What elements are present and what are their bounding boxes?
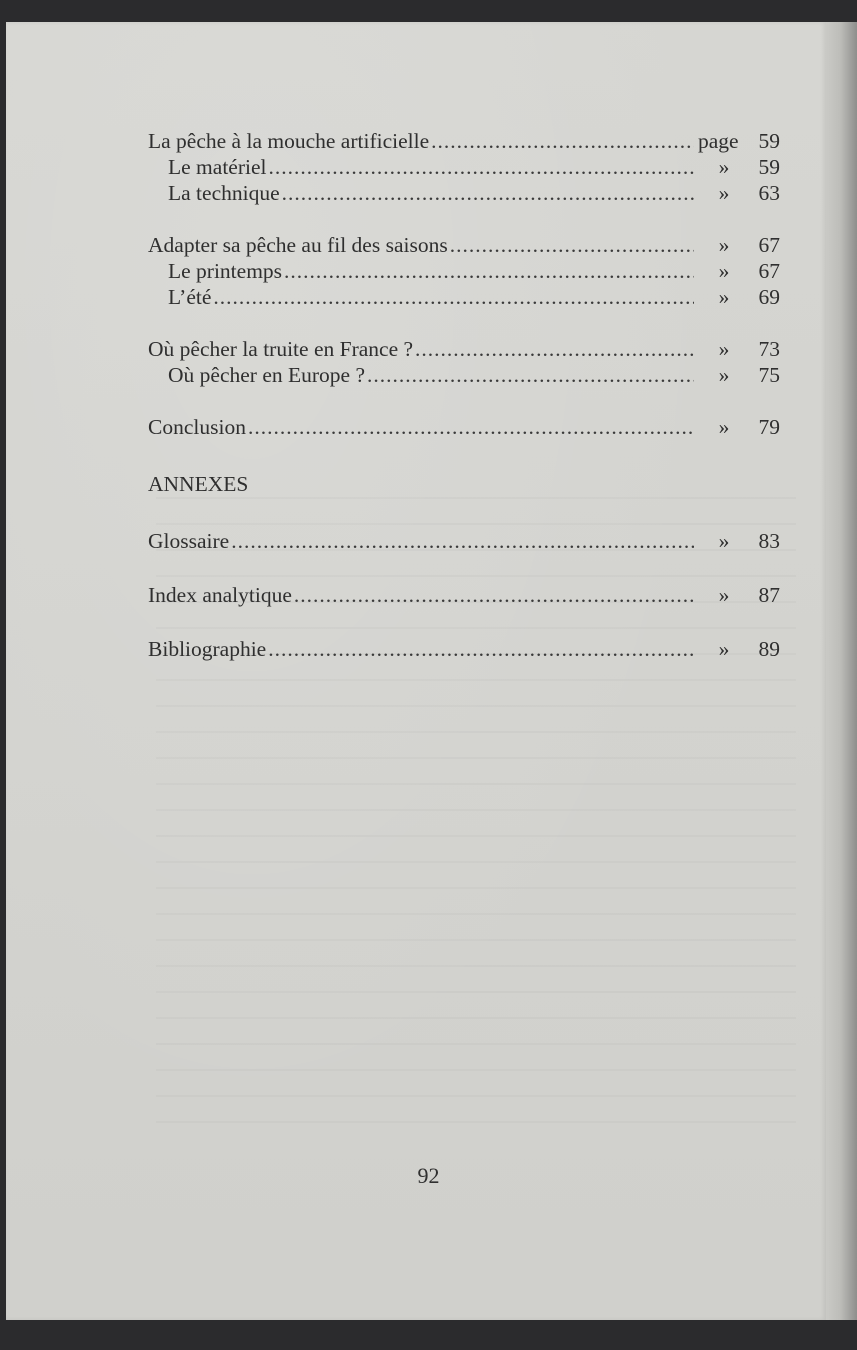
table-of-contents — [148, 128, 780, 662]
toc-page-ref — [698, 180, 780, 206]
annexes-heading: ANNEXES — [148, 472, 249, 496]
toc-page-ref — [698, 154, 780, 180]
toc-subentry — [148, 180, 780, 206]
dot-leader — [282, 180, 694, 206]
spacer — [148, 440, 780, 468]
toc-entry — [148, 582, 780, 608]
dot-leader — [248, 414, 694, 440]
page-number: 67 — [758, 233, 780, 257]
toc-entry — [148, 232, 780, 258]
dot-leader — [213, 284, 694, 310]
spacer — [148, 388, 780, 414]
page-word: page — [698, 129, 739, 153]
toc-entry — [148, 128, 780, 154]
toc-page-ref — [698, 636, 780, 662]
ditto-mark: » — [718, 337, 730, 361]
page-number: 59 — [758, 129, 780, 153]
toc-entry-title: Conclusion — [148, 415, 246, 439]
page-folio: 92 — [417, 1163, 440, 1188]
page-number: 73 — [758, 337, 780, 361]
toc-entry-title: Le printemps — [168, 259, 283, 283]
ditto-mark: » — [718, 637, 730, 661]
page-number: 69 — [758, 285, 780, 309]
toc-page-ref — [698, 582, 780, 608]
toc-page-ref — [698, 336, 780, 362]
ditto-mark: » — [718, 259, 730, 283]
toc-subentry — [148, 258, 780, 284]
dot-leader — [231, 528, 694, 554]
page-number: 83 — [758, 529, 780, 553]
toc-page-ref — [698, 258, 780, 284]
toc-entry-title: Glossaire — [148, 529, 230, 553]
toc-entry-title: L’été — [168, 285, 212, 309]
page-number: 75 — [758, 363, 780, 387]
toc-entry — [148, 336, 780, 362]
toc-page-ref — [698, 128, 780, 154]
ditto-mark: » — [718, 583, 730, 607]
spacer — [148, 310, 780, 336]
toc-entry-title: Le matériel — [168, 155, 267, 179]
ditto-mark: » — [718, 155, 730, 179]
toc-page-ref — [698, 528, 780, 554]
toc-subentry — [148, 362, 780, 388]
toc-entry-title: Index analytique — [148, 583, 292, 607]
toc-subentry — [148, 284, 780, 310]
page-number: 63 — [758, 181, 780, 205]
toc-page-ref — [698, 414, 780, 440]
ditto-mark: » — [718, 415, 730, 439]
toc-entry-title: Bibliographie — [148, 637, 267, 661]
toc-entry — [148, 528, 780, 554]
ditto-mark: » — [718, 363, 730, 387]
ditto-mark: » — [718, 285, 730, 309]
page-number: 89 — [758, 637, 780, 661]
ditto-mark: » — [718, 529, 730, 553]
dot-leader — [268, 154, 694, 180]
toc-entry-title: La technique — [168, 181, 280, 205]
dot-leader — [415, 336, 694, 362]
toc-page-ref — [698, 284, 780, 310]
toc-page-ref — [698, 362, 780, 388]
toc-page-ref — [698, 232, 780, 258]
page-number: 67 — [758, 259, 780, 283]
toc-entry-title: Où pêcher en Europe ? — [168, 363, 365, 387]
page-number: 59 — [758, 155, 780, 179]
toc-entry-title: Adapter sa pêche au fil des saisons — [148, 233, 448, 257]
toc-entry — [148, 414, 780, 440]
spacer — [148, 500, 780, 528]
page-number: 87 — [758, 583, 780, 607]
dot-leader — [367, 362, 694, 388]
spacer — [148, 608, 780, 636]
dot-leader — [284, 258, 694, 284]
dot-leader — [431, 128, 694, 154]
toc-subentry — [148, 154, 780, 180]
spacer — [148, 206, 780, 232]
spacer — [148, 554, 780, 582]
page-number: 79 — [758, 415, 780, 439]
toc-entry-title: Où pêcher la truite en France ? — [148, 337, 414, 361]
toc-entry — [148, 636, 780, 662]
dot-leader — [268, 636, 694, 662]
ditto-mark: » — [718, 233, 730, 257]
toc-entry-title: La pêche à la mouche artificielle — [148, 129, 430, 153]
ditto-mark: » — [718, 181, 730, 205]
dot-leader — [294, 582, 694, 608]
dot-leader — [450, 232, 694, 258]
